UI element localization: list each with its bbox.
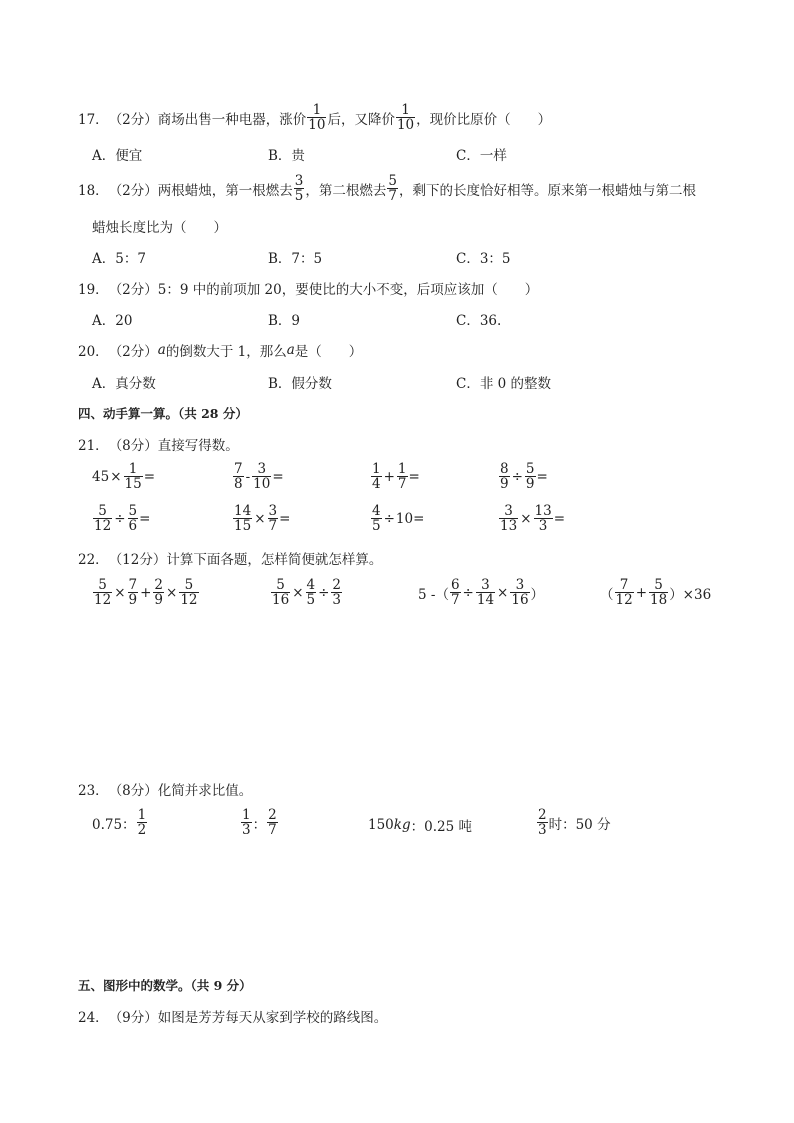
expression: 150 kg ：0.25 吨 (368, 817, 472, 835)
question-number: 20． (78, 344, 109, 360)
option-c: C．3：5 (456, 251, 511, 267)
question-19 (78, 278, 538, 298)
option-a: A．真分数 (92, 376, 156, 392)
variable-a: a (157, 342, 166, 358)
section-title: 五、图形中的数学。（共 9 分） (78, 978, 252, 993)
question-22 (78, 548, 382, 568)
section-title: 四、动手算一算。（共 28 分） (78, 406, 248, 421)
question-text: ，剩下的长度恰好相等。原来第一根蜡烛与第二根 (398, 182, 696, 199)
question-18 (78, 174, 696, 203)
expression: $\frac{7}{8}$ - $\frac{3}{10}$ = (234, 461, 284, 493)
expression: 0.75： $\frac{1}{2}$ (92, 807, 147, 839)
question-text: 的倒数大于 1，那么 (165, 344, 287, 360)
fraction: $\frac{1}{10}$ (308, 102, 326, 134)
option-a: A．便宜 (92, 148, 143, 164)
question-number: 18． (78, 182, 109, 199)
expression: $\frac{3}{13}$ × $\frac{13}{3}$ = (500, 503, 565, 535)
expression: $\frac{5}{16}$ × $\frac{4}{5}$ ÷ $\frac{2}{3}$ (272, 577, 341, 609)
question-number: 24． (78, 1010, 109, 1026)
expression: $\frac{1}{4}$ + $\frac{1}{7}$ = (372, 461, 420, 493)
expression: $\frac{4}{5}$ ÷ 10 = (372, 503, 425, 535)
expression: $\frac{14}{15}$ × $\frac{3}{7}$ = (234, 503, 291, 535)
question-text: ，第二根燃去 (305, 182, 387, 199)
option-b: B．7：5 (268, 251, 323, 267)
expression: $\frac{5}{12}$ ÷ $\frac{5}{6}$ = (94, 503, 151, 535)
question-text: ，现价比原价（ ） (416, 111, 552, 128)
question-points: （8分） (108, 438, 158, 454)
question-text: 直接写得数。 (157, 438, 239, 454)
question-21 (78, 434, 239, 454)
question-points: （2分） (108, 282, 158, 298)
question-text: 商场出售一种电器，涨价 (157, 111, 307, 128)
question-text: 化简并求比值。 (157, 783, 253, 799)
question-text: 是（ ） (294, 344, 363, 360)
expression: （ $\frac{7}{12}$ + $\frac{5}{18}$ ）×36 (600, 577, 712, 609)
expression: $\frac{1}{3}$ ： $\frac{2}{7}$ (242, 807, 277, 839)
question-number: 19． (78, 282, 109, 298)
expression: 45 × $\frac{1}{15}$ = (92, 461, 155, 493)
question-points: （9分） (108, 1010, 158, 1026)
question-number: 17． (78, 111, 109, 128)
option-c: C．36. (456, 313, 502, 329)
expression: 5 -（ $\frac{6}{7}$ ÷ $\frac{3}{14}$ × $\frac{3}{16}$ ） (418, 577, 545, 609)
question-points: （2分） (108, 111, 158, 128)
fraction: $\frac{5}{7}$ (388, 173, 397, 205)
question-text: 如图是芳芳每天从家到学校的路线图。 (157, 1010, 388, 1026)
option-c: C．一样 (456, 148, 507, 164)
option-a: A．5：7 (92, 251, 146, 267)
question-text: 两根蜡烛，第一根燃去 (157, 182, 293, 199)
option-b: B．贵 (268, 148, 305, 164)
expression: $\frac{5}{12}$ × $\frac{7}{9}$ + $\frac{2}{9}$ × $\frac{5}{12}$ (94, 577, 198, 609)
question-number: 21． (78, 438, 109, 454)
question-20 (78, 340, 362, 360)
question-text: 5：9 中的前项加 20，要使比的大小不变，后项应该加（ ） (157, 282, 539, 298)
question-number: 23． (78, 783, 109, 799)
option-b: B．9 (268, 313, 301, 329)
question-23 (78, 779, 252, 799)
expression: $\frac{8}{9}$ ÷ $\frac{5}{9}$ = (500, 461, 548, 493)
fraction: $\frac{3}{5}$ (294, 173, 304, 205)
question-points: （2分） (108, 182, 158, 199)
question-text: 计算下面各题，怎样简便就怎样算。 (166, 552, 383, 568)
question-points: （12分） (108, 552, 167, 568)
question-points: （2分） (108, 344, 158, 360)
question-24 (78, 1006, 387, 1026)
question-17 (78, 103, 551, 132)
question-text: 后，又降价 (327, 111, 395, 128)
variable-a: a (286, 342, 295, 358)
question-number: 22． (78, 552, 109, 568)
question-text-continued: 蜡烛长度比为（ ） (92, 220, 227, 236)
option-b: B．假分数 (268, 376, 332, 392)
expression: $\frac{2}{3}$ 时：50 分 (538, 807, 611, 839)
option-c: C．非 0 的整数 (456, 376, 552, 392)
question-points: （8分） (108, 783, 158, 799)
option-a: A．20 (92, 313, 133, 329)
fraction: $\frac{1}{10}$ (396, 102, 415, 134)
